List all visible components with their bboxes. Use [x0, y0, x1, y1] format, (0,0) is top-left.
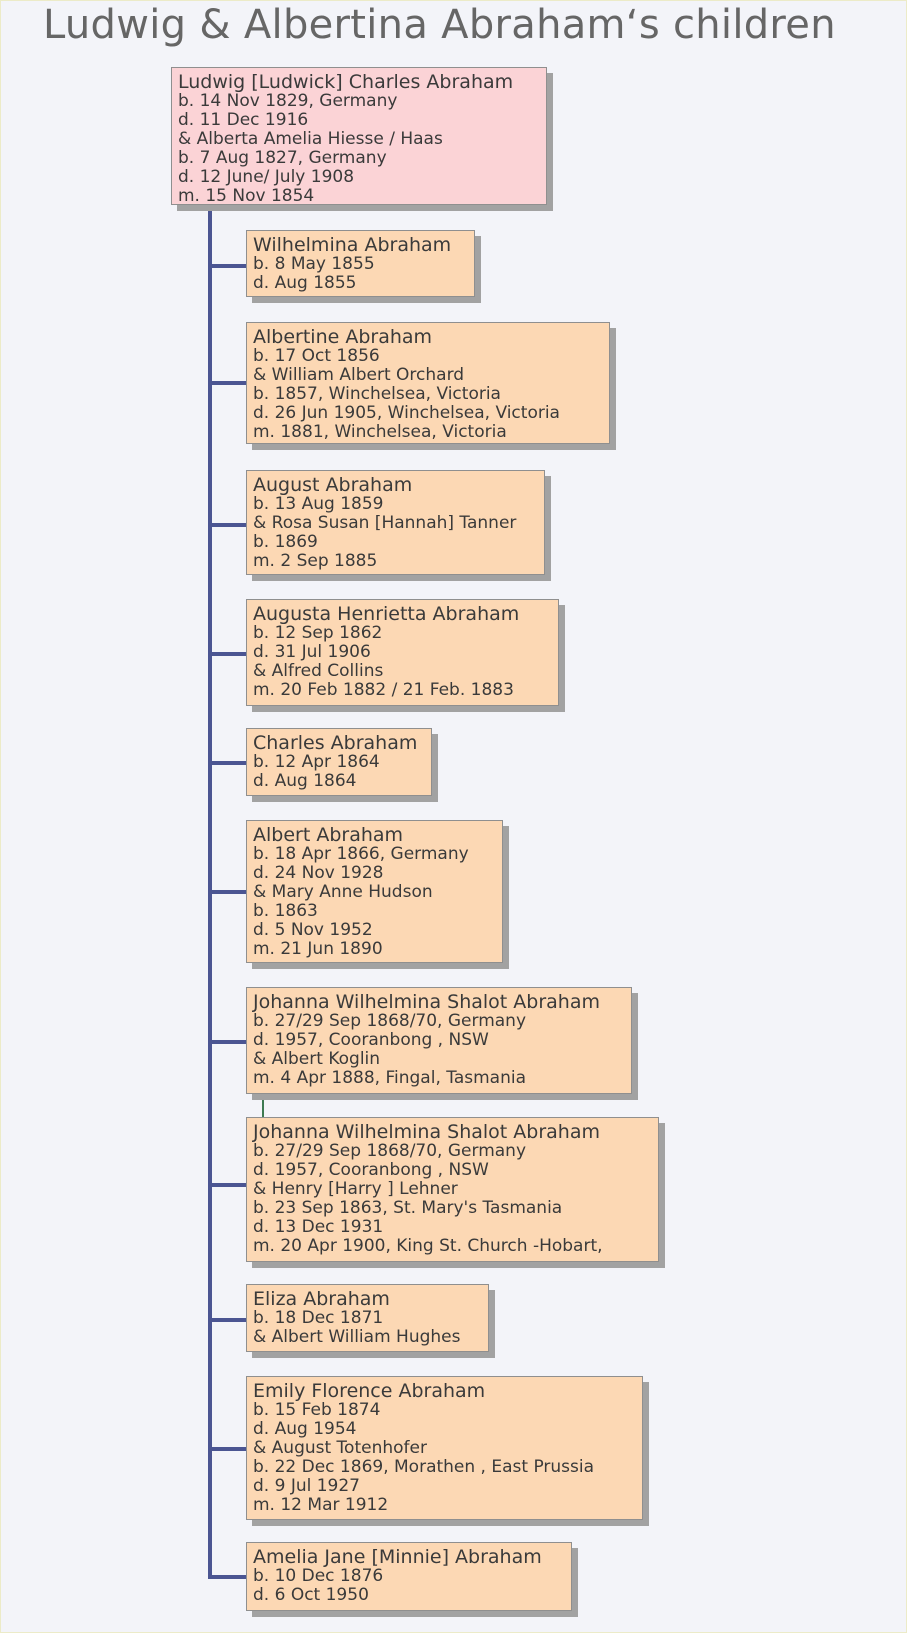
- child-name: Emily Florence Abraham: [253, 1380, 486, 1402]
- child-name: Charles Abraham: [253, 732, 418, 754]
- child-detail: m. 20 Feb 1882 / 21 Feb. 1883: [253, 680, 514, 700]
- child-detail: d. Aug 1855: [253, 273, 357, 293]
- spouse-link: [262, 1095, 264, 1117]
- child-name: Eliza Abraham: [253, 1288, 390, 1310]
- child-box: [246, 728, 432, 796]
- child-detail: d. 26 Jun 1905, Winchelsea, Victoria: [253, 403, 560, 423]
- child-detail: d. Aug 1864: [253, 771, 357, 791]
- child-connector: [210, 1447, 246, 1451]
- child-detail: m. 1881, Winchelsea, Victoria: [253, 422, 507, 442]
- child-detail: d. 6 Oct 1950: [253, 1585, 369, 1605]
- child-box: [246, 1284, 489, 1352]
- child-detail: b. 1863: [253, 901, 318, 921]
- child-detail: & Albert William Hughes: [253, 1327, 461, 1347]
- child-detail: b. 27/29 Sep 1868/70, Germany: [253, 1141, 527, 1161]
- parent-detail: & Alberta Amelia Hiesse / Haas: [178, 129, 443, 149]
- child-detail: m. 21 Jun 1890: [253, 939, 383, 959]
- child-name: Augusta Henrietta Abraham: [253, 603, 520, 625]
- child-detail: & Albert Koglin: [253, 1049, 381, 1069]
- child-connector: [210, 1040, 246, 1044]
- child-connector: [210, 1575, 246, 1579]
- chart-title: Ludwig & Albertina Abraham‘s children: [43, 2, 836, 48]
- child-detail: d. 24 Nov 1928: [253, 863, 384, 883]
- parent-detail: b. 7 Aug 1827, Germany: [178, 148, 387, 168]
- child-name: Johanna Wilhelmina Shalot Abraham: [253, 1121, 600, 1143]
- child-connector: [210, 381, 246, 385]
- child-box: [246, 470, 545, 575]
- child-detail: & August Totenhofer: [253, 1438, 427, 1458]
- child-detail: b. 27/29 Sep 1868/70, Germany: [253, 1011, 527, 1031]
- child-detail: & Mary Anne Hudson: [253, 882, 433, 902]
- child-detail: & William Albert Orchard: [253, 365, 465, 385]
- child-connector: [210, 1183, 246, 1187]
- child-detail: b. 23 Sep 1863, St. Mary's Tasmania: [253, 1198, 563, 1218]
- child-detail: d. 5 Nov 1952: [253, 920, 373, 940]
- child-name: Albert Abraham: [253, 824, 404, 846]
- child-connector: [210, 652, 246, 656]
- child-connector: [210, 264, 246, 268]
- child-detail: b. 18 Apr 1866, Germany: [253, 844, 469, 864]
- parent-name: Ludwig [Ludwick] Charles Abraham: [178, 71, 514, 93]
- child-detail: m. 4 Apr 1888, Fingal, Tasmania: [253, 1068, 526, 1088]
- child-detail: b. 12 Apr 1864: [253, 752, 380, 772]
- child-name: Albertine Abraham: [253, 326, 433, 348]
- child-detail: d. Aug 1954: [253, 1419, 357, 1439]
- child-detail: b. 8 May 1855: [253, 254, 375, 274]
- child-detail: d. 31 Jul 1906: [253, 642, 371, 662]
- parent-detail: b. 14 Nov 1829, Germany: [178, 91, 398, 111]
- child-detail: b. 13 Aug 1859: [253, 494, 384, 514]
- child-detail: b. 15 Feb 1874: [253, 1400, 381, 1420]
- child-box: [246, 1376, 643, 1520]
- child-detail: b. 12 Sep 1862: [253, 623, 383, 643]
- child-name: Amelia Jane [Minnie] Abraham: [253, 1546, 542, 1568]
- child-detail: d. 1957, Cooranbong , NSW: [253, 1030, 489, 1050]
- child-detail: b. 22 Dec 1869, Morathen , East Prussia: [253, 1457, 595, 1477]
- child-name: Johanna Wilhelmina Shalot Abraham: [253, 991, 600, 1013]
- child-detail: & Alfred Collins: [253, 661, 384, 681]
- child-box: [246, 987, 632, 1094]
- child-detail: b. 1857, Winchelsea, Victoria: [253, 384, 501, 404]
- child-box: [246, 599, 559, 706]
- parent-detail: m. 15 Nov 1854: [178, 186, 315, 205]
- child-detail: b. 18 Dec 1871: [253, 1308, 384, 1328]
- child-box: [246, 820, 503, 963]
- child-detail: d. 1957, Cooranbong , NSW: [253, 1160, 489, 1180]
- child-detail: b. 17 Oct 1856: [253, 346, 380, 366]
- child-box: [246, 1542, 572, 1611]
- child-detail: m. 2 Sep 1885: [253, 551, 378, 571]
- child-connector: [210, 1318, 246, 1322]
- parent-detail: d. 11 Dec 1916: [178, 110, 309, 130]
- child-detail: & Henry [Harry ] Lehner: [253, 1179, 458, 1199]
- child-detail: b. 1869: [253, 532, 318, 552]
- parent-detail: d. 12 June/ July 1908: [178, 167, 355, 187]
- child-name: August Abraham: [253, 474, 413, 496]
- child-detail: d. 9 Jul 1927: [253, 1476, 360, 1496]
- child-detail: m. 12 Mar 1912: [253, 1495, 389, 1515]
- child-box: [246, 230, 475, 297]
- child-detail: d. 13 Dec 1931: [253, 1217, 384, 1237]
- child-connector: [210, 890, 246, 894]
- child-name: Wilhelmina Abraham: [253, 234, 452, 256]
- child-box: [246, 322, 610, 444]
- child-detail: b. 10 Dec 1876: [253, 1566, 384, 1586]
- child-detail: m. 20 Apr 1900, King St. Church -Hobart,: [253, 1236, 603, 1256]
- child-connector: [210, 523, 246, 527]
- child-box: [246, 1117, 659, 1262]
- child-connector: [210, 761, 246, 765]
- parent-box: [171, 67, 547, 205]
- child-detail: & Rosa Susan [Hannah] Tanner: [253, 513, 517, 533]
